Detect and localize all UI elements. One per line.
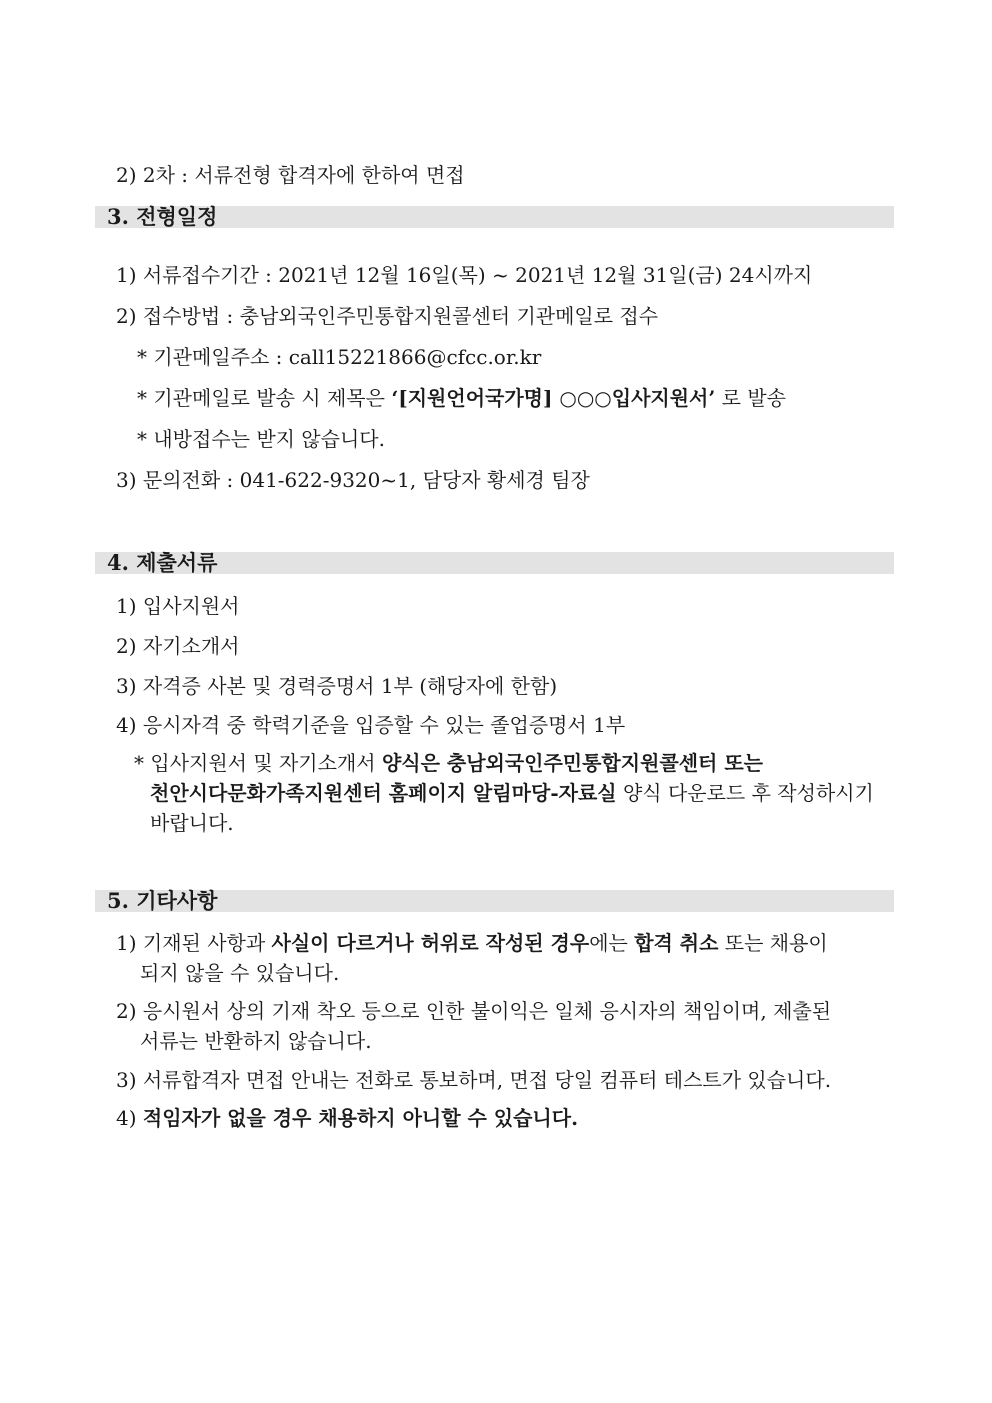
section-4-header <box>95 552 894 574</box>
document-note-post: 양식 다운로드 후 작성하시기 <box>616 781 874 805</box>
misc-item-1-post: 또는 채용이 <box>718 931 828 955</box>
document-item-1: 1) 입사지원서 <box>116 594 240 618</box>
section-3-header <box>95 206 894 228</box>
misc-item-4 <box>116 1106 578 1130</box>
misc-item-1-pre: 1) 기재된 사항과 <box>116 931 272 955</box>
misc-item-1-cont: 되지 않을 수 있습니다. <box>140 961 340 985</box>
section-4-title: 4. 제출서류 <box>107 550 218 575</box>
subject-note-pre: * 기관메일로 발송 시 제목은 <box>137 386 392 410</box>
document-item-2: 2) 자기소개서 <box>116 634 240 658</box>
document-item-4: 4) 응시자격 중 학력기준을 입증할 수 있는 졸업증명서 1부 <box>116 713 626 737</box>
document-note-line-1 <box>134 751 763 775</box>
misc-item-4-bold: 적임자가 없을 경우 채용하지 아니할 수 있습니다. <box>142 1106 579 1130</box>
misc-item-3: 3) 서류합격자 면접 안내는 전화로 통보하며, 면접 당일 컴퓨터 테스트가 있습니다. <box>116 1068 832 1092</box>
misc-item-1-bold-2: 합격 취소 <box>634 931 719 955</box>
subject-note-post: 로 발송 <box>715 386 787 410</box>
document-note-line-2 <box>150 781 874 805</box>
misc-item-4-num: 4) <box>116 1106 143 1130</box>
section-5-title: 5. 기타사항 <box>107 888 218 913</box>
document-note-pre: * 입사지원서 및 자기소개서 <box>134 751 382 775</box>
schedule-contact: 3) 문의전화 : 041-622-9320~1, 담당자 황세경 팀장 <box>116 468 590 492</box>
screening-step-2: 2) 2차 : 서류전형 합격자에 한하여 면접 <box>116 163 465 187</box>
misc-item-2-cont: 서류는 반환하지 않습니다. <box>140 1029 372 1053</box>
schedule-method: 2) 접수방법 : 충남외국인주민통합지원콜센터 기관메일로 접수 <box>116 304 659 328</box>
schedule-period: 1) 서류접수기간 : 2021년 12월 16일(목) ~ 2021년 12월 31일(금) 24시까지 <box>116 263 813 287</box>
schedule-visit-note: * 내방접수는 받지 않습니다. <box>137 427 385 451</box>
misc-item-1 <box>116 931 828 955</box>
section-3-title: 3. 전형일정 <box>107 204 218 229</box>
misc-item-2: 2) 응시원서 상의 기재 착오 등으로 인한 불이익은 일체 응시자의 책임이며, 제출된 <box>116 999 832 1023</box>
schedule-email-note: * 기관메일주소 : call15221866@cfcc.or.kr <box>137 345 542 369</box>
misc-item-1-bold-1: 사실이 다르거나 허위로 작성된 경우 <box>271 931 590 955</box>
document-note-bold-1: 양식은 충남외국인주민통합지원콜센터 또는 <box>381 751 763 775</box>
document-note-bold-2: 천안시다문화가족지원센터 홈페이지 알림마당-자료실 <box>150 781 617 805</box>
section-5-header <box>95 890 894 912</box>
schedule-subject-note <box>137 386 786 410</box>
subject-note-bold: ‘[지원언어국가명] ○○○입사지원서’ <box>391 386 716 410</box>
misc-item-1-mid: 에는 <box>589 931 635 955</box>
document-item-3: 3) 자격증 사본 및 경력증명서 1부 (해당자에 한함) <box>116 674 558 698</box>
document-note-line-3: 바랍니다. <box>150 811 234 835</box>
